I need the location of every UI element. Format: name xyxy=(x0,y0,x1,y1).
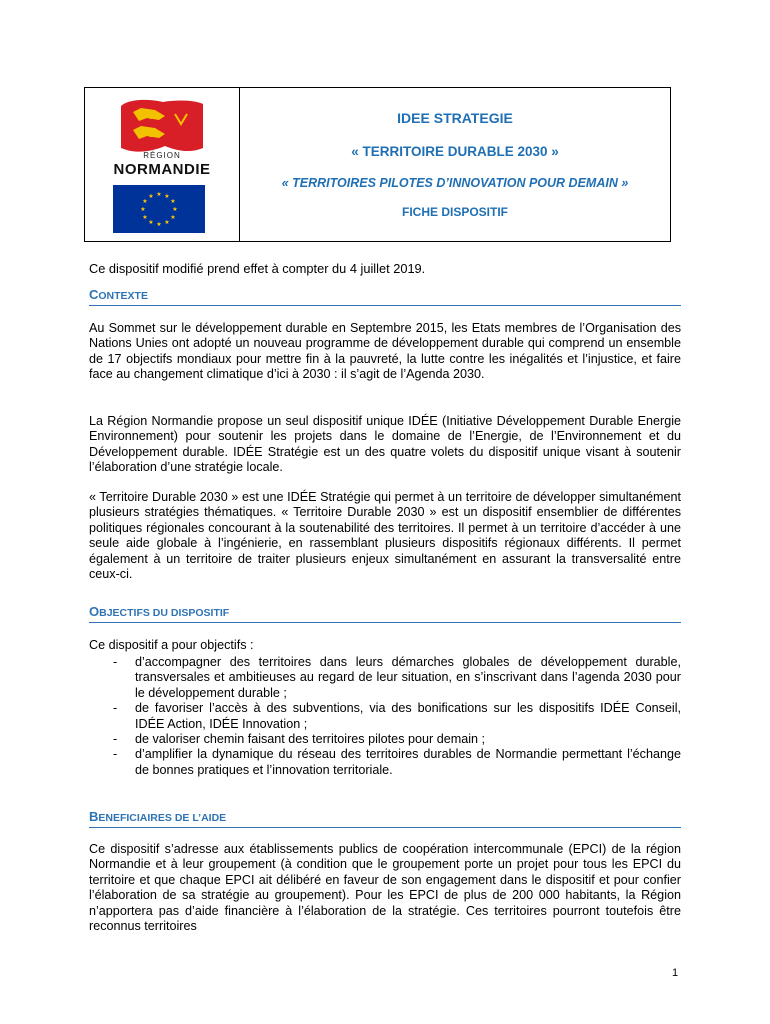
title-fiche-dispositif: FICHE DISPOSITIF xyxy=(401,205,508,219)
objectifs-intro: Ce dispositif a pour objectifs : xyxy=(89,638,254,652)
objectifs-list xyxy=(113,655,681,778)
header-box xyxy=(84,87,671,242)
contexte-paragraph-2: La Région Normandie propose un seul dispositif unique IDÉE (Initiative Développement Durable Energie Environnement) pour soutenir les projets dans le domaine de l’Energie, de l’Environnement et du Développement durable. IDÉE Stratégie est un des quatre volets du dispositif unique visant à soutenir l’élaboration d’une stratégie locale. xyxy=(89,414,681,475)
svg-text:★: ★ xyxy=(172,206,178,213)
svg-text:★: ★ xyxy=(148,193,154,200)
list-item: - de valoriser chemin faisant des territoires pilotes pour demain ; xyxy=(113,732,681,747)
list-item: - d’accompagner des territoires dans leurs démarches globales de développement durable, transversales et ambitieuses au regard de leur situation, en s’inscrivant dans l’agenda 2030 pour le développement durable ; xyxy=(113,655,681,701)
heading-rest: ENEFICIAIRES DE L’AIDE xyxy=(98,812,227,824)
svg-text:★: ★ xyxy=(164,219,170,226)
page-number: 1 xyxy=(672,967,679,979)
svg-text:★: ★ xyxy=(148,219,154,226)
title-territoire-durable: « TERRITOIRE DURABLE 2030 » xyxy=(351,144,559,159)
svg-text:★: ★ xyxy=(156,221,162,228)
region-label-big: NORMANDIE xyxy=(113,161,211,178)
svg-text:★: ★ xyxy=(142,214,148,221)
title-column xyxy=(240,88,670,241)
svg-text:★: ★ xyxy=(156,191,162,198)
section-heading-beneficiaires xyxy=(89,809,681,828)
title-idee-strategie: IDEE STRATEGIE xyxy=(397,110,513,126)
svg-text:★: ★ xyxy=(164,193,170,200)
heading-rest: BJECTIFS DU DISPOSITIF xyxy=(99,607,230,619)
svg-text:★: ★ xyxy=(140,206,146,213)
svg-text:★: ★ xyxy=(170,198,176,205)
heading-initial: C xyxy=(89,287,99,302)
svg-text:★: ★ xyxy=(170,214,176,221)
section-heading-objectifs xyxy=(89,604,681,623)
list-item: - de favoriser l’accès à des subventions, via des bonifications sur les dispositifs IDÉE Conseil, IDÉE Action, IDÉE Innovation ; xyxy=(113,701,681,732)
beneficiaires-paragraph: Ce dispositif s’adresse aux établissements publics de coopération intercommunale (EPCI) de la région Normandie et à leur groupement (à condition que le groupement porte un projet pour tous les EPCI du territoire et que chaque EPCI ait délibéré en faveur de son engagement dans le dispositif et pour confier l’élaboration de sa stratégie au groupement). Pour les EPCI de plus de 200 000 habitants, la Région n’apportera pas d’aide financière à l’élaboration de la stratégie. Ces territoires pourront toutefois être reconnus territoires xyxy=(89,842,681,934)
title-territoires-pilotes: « TERRITOIRES PILOTES D’INNOVATION POUR DEMAIN » xyxy=(281,176,629,190)
intro-text: Ce dispositif modifié prend effet à compter du 4 juillet 2019. xyxy=(89,261,426,276)
region-normandie-logo xyxy=(85,88,239,158)
contexte-paragraph-1: Au Sommet sur le développement durable en Septembre 2015, les Etats membres de l’Organisation des Nations Unies ont adopté un nouveau programme de développement durable qui comprend un ensemble de 17 objectifs mondiaux pour mettre fin à la pauvreté, la lutte contre les inégalités et l’injustice, et faire face au changement climatique d’ici à 2030 : il s’agit de l’Agenda 2030. xyxy=(89,321,681,382)
section-heading-contexte xyxy=(89,287,681,306)
heading-rest: ONTEXTE xyxy=(98,290,148,302)
contexte-paragraph-3: « Territoire Durable 2030 » est une IDÉE Stratégie qui permet à un territoire de développer simultanément plusieurs stratégies thématiques. « Territoire Durable 2030 » est un dispositif ensemblier de différentes politiques régionales concourant à la soutenabilité des territoires. Il permet à un territoire d’accéder à une seule aide globale à l’ingénierie, en rassemblant plusieurs dispositifs régionaux différents. Il permet également à un territoire de traiter plusieurs enjeux simultanément en assurant la transversalité entre ceux-ci. xyxy=(89,490,681,582)
list-item: - d’amplifier la dynamique du réseau des territoires durables de Normandie permettant l’échange de bonnes pratiques et l’innovation territoriale. xyxy=(113,747,681,778)
eu-flag-icon xyxy=(113,185,205,233)
heading-initial: B xyxy=(89,809,99,824)
svg-text:★: ★ xyxy=(142,198,148,205)
region-label-small: RÉGION xyxy=(143,151,181,160)
heading-initial: O xyxy=(89,604,100,619)
logo-column xyxy=(85,88,240,241)
